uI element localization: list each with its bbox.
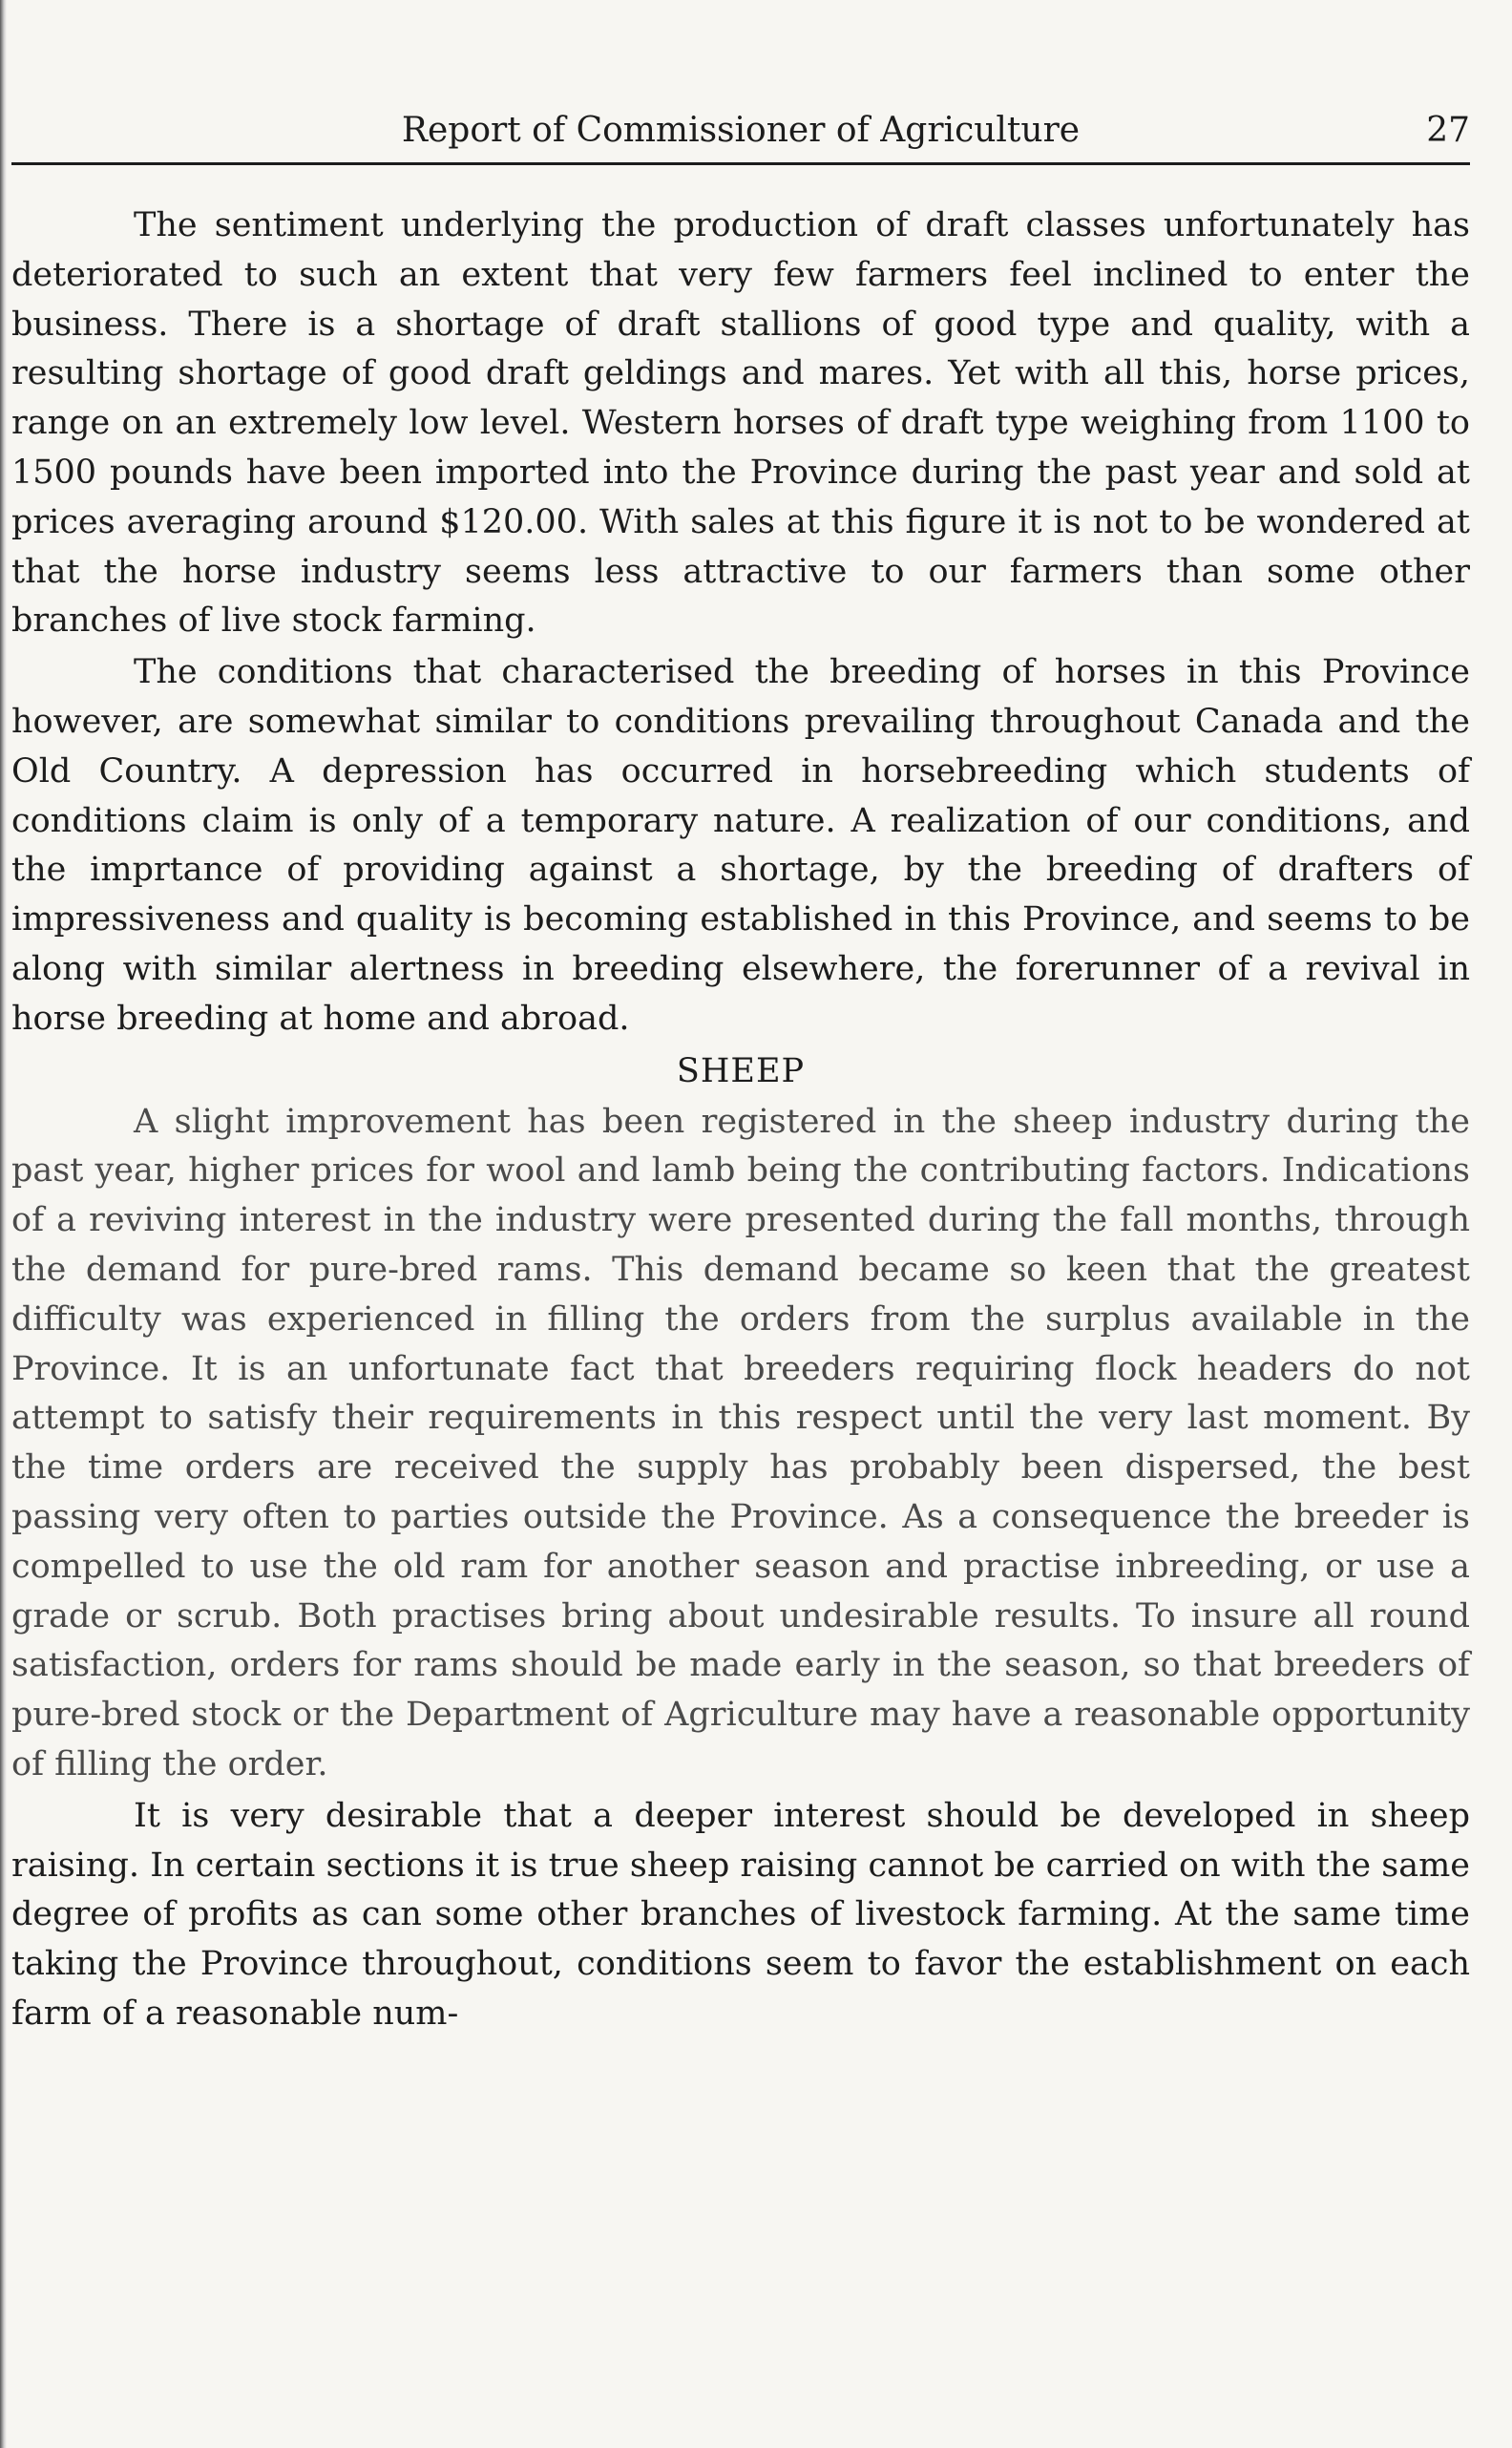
paragraph-draft-sentiment: The sentiment underlying the production of draft classes unfortunately has deteriorated to such an extent that very few farmers feel inclined to enter the business. There is a shortage of draft stallions of good type and quality, with a resulting shortage of good draft geldings and mares. Yet with all this, horse prices, range on an extremely low level. Western horses of draft type weighing from 1100 to 1500 pounds have been imported into the Province during the past year and sold at prices averaging around $120.00. With sales at this figure it is not to be wondered at that the horse industry seems less attractive to our farmers than some other branches of live stock farming. bbox=[11, 206, 1470, 641]
running-header bbox=[11, 105, 1470, 165]
page-number: 27 bbox=[1426, 111, 1470, 150]
page-edge-shadow bbox=[0, 0, 7, 2448]
header-title: Report of Commissioner of Agriculture bbox=[401, 111, 1081, 150]
section-heading-sheep: SHEEP bbox=[676, 1051, 806, 1090]
document-page bbox=[11, 105, 1470, 2041]
paragraph-sheep-improvement: A slight improvement has been registered in the sheep industry during the past year, higher prices for wool and lamb being the contributing factors. Indications of a reviving interest in the industry were presented during the fall months, through the demand for pure-bred rams. This demand became so keen that the greatest difficulty was experienced in filling the orders from the surplus available in the Province. It is an unfortunate fact that breeders requiring flock headers do not attempt to satisfy their requirements in this respect until the very last moment. By the time orders are received the supply has probably been dispersed, the best passing very often to parties outside the Province. As a consequence the breeder is compelled to use the old ram for another season and practise inbreeding, or use a grade or scrub. Both practises bring about undesirable results. To insure all round satisfaction, orders for rams should be made early in the season, so that breeders of pure-bred stock or the Department of Agriculture may have a reasonable opportunity of filling the order. bbox=[11, 1102, 1470, 1783]
paragraph-horse-breeding-conditions: The conditions that characterised the breeding of horses in this Province however, are somewhat similar to conditions prevailing throughout Canada and the Old Country. A depression has occurred in horsebreeding which students of conditions claim is only of a temporary nature. A realization of our conditions, and the imprtance of providing against a shortage, by the breeding of drafters of impressiveness and quality is becoming established in this Province, and seems to be along with similar alertness in breeding elsewhere, the forerunner of a revival in horse breeding at home and abroad. bbox=[11, 653, 1470, 1038]
paragraph-sheep-raising-interest: It is very desirable that a deeper interest should be developed in sheep raising. In certain sections it is true sheep raising cannot be carried on with the same degree of profits as can some other branches of livestock farming. At the same time taking the Province throughout, conditions seem to favor the establishment on each farm of a reasonable num- bbox=[11, 1796, 1470, 2033]
body-text bbox=[11, 201, 1470, 2039]
